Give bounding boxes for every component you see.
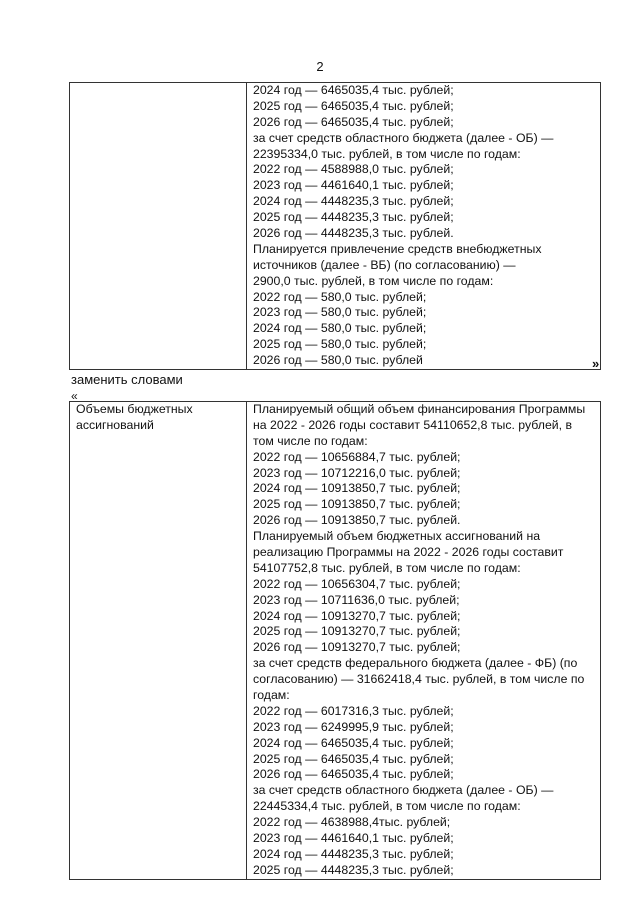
- funding-line: 2900,0 тыс. рублей, в том числе по годам:: [253, 273, 494, 288]
- funding-line: годам:: [253, 688, 290, 703]
- funding-line: за счет средств федерального бюджета (далее - ФБ) (по: [253, 656, 578, 671]
- funding-line: 2023 год — 10711636,0 тыс. рублей;: [253, 592, 460, 607]
- funding-line: согласованию) — 31662418,4 тыс. рублей, в том числе по: [253, 672, 585, 687]
- row-label-line: Объемы бюджетных: [76, 402, 193, 416]
- funding-line: 2025 год — 10913270,7 тыс. рублей;: [253, 624, 461, 639]
- funding-line: 2026 год — 10913850,7 тыс. рублей.: [253, 513, 461, 528]
- funding-line: 2023 год — 6249995,9 тыс. рублей;: [253, 719, 454, 734]
- funding-line: 2024 год — 10913270,7 тыс. рублей;: [253, 608, 461, 623]
- table-left-cell: [70, 83, 247, 370]
- funding-line: 2024 год — 6465035,4 тыс. рублей;: [253, 735, 454, 750]
- funding-line: 2025 год — 6465035,4 тыс. рублей;: [253, 751, 454, 766]
- funding-line: Планируется привлечение средств внебюджетных: [253, 241, 542, 256]
- funding-line: 2026 год — 4448235,3 тыс. рублей.: [253, 226, 454, 241]
- funding-lines: [247, 83, 600, 369]
- funding-line: Планируемый объем бюджетных ассигнований на: [253, 529, 541, 544]
- funding-line: 2023 год — 10712216,0 тыс. рублей;: [253, 465, 461, 480]
- funding-line: реализацию Программы на 2022 - 2026 годы составит: [253, 545, 564, 560]
- funding-line: за счет средств областного бюджета (далее - ОБ) —: [253, 783, 554, 798]
- funding-line: 2023 год — 4461640,1 тыс. рублей;: [253, 831, 454, 846]
- funding-line: 2025 год — 4448235,3 тыс. рублей;: [253, 210, 454, 225]
- funding-line: 2022 год — 4588988,0 тыс. рублей;: [253, 162, 454, 177]
- table-right-cell: [247, 402, 601, 880]
- funding-line: 2022 год — 6017316,3 тыс. рублей;: [253, 703, 454, 718]
- funding-line: 2023 год — 580,0 тыс. рублей;: [253, 305, 427, 320]
- replace-with-words: заменить словами: [71, 372, 183, 387]
- funding-line: 2025 год — 4448235,3 тыс. рублей;: [253, 862, 454, 877]
- funding-line: 2022 год — 10656304,7 тыс. рублей;: [253, 576, 461, 591]
- funding-line: 2022 год — 4638988,4тыс. рублей;: [253, 815, 451, 830]
- funding-line: 54107752,8 тыс. рублей, в том числе по годам:: [253, 560, 521, 575]
- funding-line: источников (далее - ВБ) (по согласованию) —: [253, 257, 516, 272]
- funding-line: 2022 год — 10656884,7 тыс. рублей;: [253, 449, 461, 464]
- funding-line: 2024 год — 4448235,3 тыс. рублей;: [253, 846, 454, 861]
- funding-line: 2025 год — 10913850,7 тыс. рублей;: [253, 497, 461, 512]
- funding-line: 2026 год — 10913270,7 тыс. рублей;: [253, 640, 461, 655]
- opening-quote: «: [71, 389, 78, 403]
- funding-line: 2024 год — 580,0 тыс. рублей;: [253, 321, 427, 336]
- funding-line: за счет средств областного бюджета (далее - ОБ) —: [253, 130, 554, 145]
- funding-line: том числе по годам:: [253, 433, 368, 448]
- funding-line: Планируемый общий объем финансирования Программы: [253, 402, 586, 416]
- closing-quote: »: [592, 356, 600, 371]
- budget-table-continued: [69, 82, 601, 370]
- table-left-cell: [70, 402, 247, 880]
- table-right-cell: [247, 83, 601, 370]
- funding-lines: [247, 402, 600, 879]
- row-label-line: ассигнований: [76, 417, 154, 432]
- funding-line: 2025 год — 6465035,4 тыс. рублей;: [253, 98, 454, 113]
- funding-line: 2023 год — 4461640,1 тыс. рублей;: [253, 178, 454, 193]
- funding-line: 2026 год — 580,0 тыс. рублей: [253, 353, 423, 368]
- funding-line: 2025 год — 580,0 тыс. рублей;: [253, 337, 427, 352]
- funding-line: 2024 год — 4448235,3 тыс. рублей;: [253, 194, 454, 209]
- funding-line: 22445334,4 тыс. рублей, в том числе по годам:: [253, 799, 521, 814]
- funding-line: 2024 год — 10913850,7 тыс. рублей;: [253, 481, 461, 496]
- budget-table-new: [69, 401, 601, 880]
- funding-line: 22395334,0 тыс. рублей, в том числе по годам:: [253, 146, 521, 161]
- funding-line: 2022 год — 580,0 тыс. рублей;: [253, 289, 427, 304]
- page-number: 2: [316, 59, 324, 74]
- funding-line: 2024 год — 6465035,4 тыс. рублей;: [253, 83, 454, 97]
- row-label: [70, 402, 246, 434]
- funding-line: 2026 год — 6465035,4 тыс. рублей;: [253, 767, 454, 782]
- funding-line: 2026 год — 6465035,4 тыс. рублей;: [253, 114, 454, 129]
- funding-line: на 2022 - 2026 годы составит 54110652,8 тыс. рублей, в: [253, 417, 573, 432]
